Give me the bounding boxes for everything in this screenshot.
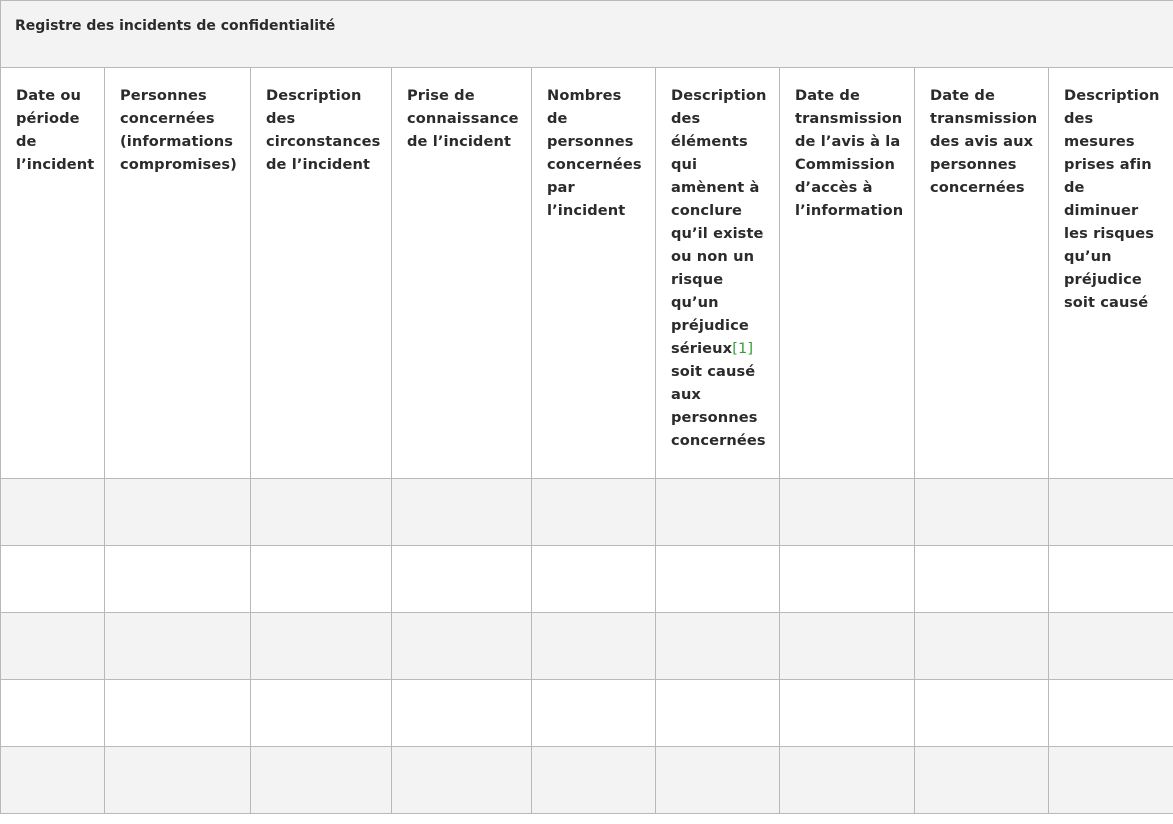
column-header-line bbox=[1064, 291, 1165, 314]
column-header bbox=[656, 68, 780, 479]
table-cell[interactable] bbox=[1, 479, 105, 546]
column-header-text: Description bbox=[266, 87, 362, 104]
column-header-text: concernées bbox=[671, 432, 766, 449]
column-header-line bbox=[1064, 199, 1165, 222]
column-header-line bbox=[407, 130, 523, 153]
column-header-text: éléments bbox=[671, 133, 748, 150]
register-body bbox=[1, 479, 1173, 814]
column-header-text: transmission bbox=[795, 110, 903, 127]
column-header-line bbox=[671, 176, 771, 199]
column-header-text: diminuer bbox=[1064, 202, 1139, 219]
column-header-text: Description bbox=[671, 87, 767, 104]
table-cell[interactable] bbox=[1049, 479, 1173, 546]
column-header-text: l’incident bbox=[547, 202, 626, 219]
table-cell[interactable] bbox=[1, 680, 105, 747]
column-header-text: de l’avis à la bbox=[795, 133, 901, 150]
column-header-line bbox=[547, 153, 647, 176]
table-cell[interactable] bbox=[656, 747, 780, 814]
table-row bbox=[1, 613, 1173, 680]
column-header-line bbox=[1064, 222, 1165, 245]
column-header-line bbox=[795, 199, 906, 222]
column-header-text: concernées bbox=[930, 179, 1025, 196]
table-cell[interactable] bbox=[1049, 747, 1173, 814]
column-header-line bbox=[120, 130, 242, 153]
column-header bbox=[392, 68, 532, 479]
column-header-text: qu’il existe bbox=[671, 225, 764, 242]
column-header bbox=[1049, 68, 1173, 479]
table-cell[interactable] bbox=[105, 479, 251, 546]
table-cell[interactable] bbox=[392, 613, 532, 680]
table-cell[interactable] bbox=[251, 479, 392, 546]
table-cell[interactable] bbox=[105, 613, 251, 680]
column-header-text: Date ou bbox=[16, 87, 82, 104]
column-header-text: de l’incident bbox=[266, 156, 371, 173]
table-cell[interactable] bbox=[656, 479, 780, 546]
table-cell[interactable] bbox=[105, 747, 251, 814]
table-cell[interactable] bbox=[532, 747, 656, 814]
column-header-text: amènent à bbox=[671, 179, 760, 196]
column-header-text: soit causé bbox=[671, 363, 756, 380]
column-header-line bbox=[1064, 107, 1165, 130]
column-header-line bbox=[547, 176, 647, 199]
table-row bbox=[1, 747, 1173, 814]
column-header-line bbox=[795, 176, 906, 199]
table-cell[interactable] bbox=[656, 613, 780, 680]
column-header-text: prises afin bbox=[1064, 156, 1152, 173]
column-header-line bbox=[671, 429, 771, 452]
column-header-line bbox=[266, 84, 383, 107]
table-cell[interactable] bbox=[251, 546, 392, 613]
column-header-text: risque bbox=[671, 271, 724, 288]
column-header-text: de l’incident bbox=[407, 133, 512, 150]
column-header-text: des bbox=[1064, 110, 1094, 127]
footnote-link[interactable]: [1] bbox=[732, 340, 754, 357]
column-header-line bbox=[547, 107, 647, 130]
column-header bbox=[251, 68, 392, 479]
column-header-line bbox=[930, 107, 1040, 130]
table-cell[interactable] bbox=[105, 680, 251, 747]
table-row bbox=[1, 680, 1173, 747]
column-header-row bbox=[1, 68, 1173, 479]
column-header-line bbox=[795, 107, 906, 130]
table-cell[interactable] bbox=[1049, 680, 1173, 747]
column-header-text: Nombres bbox=[547, 87, 622, 104]
column-header-text: de bbox=[1064, 179, 1085, 196]
column-header-text: qu’un bbox=[671, 294, 719, 311]
table-cell[interactable] bbox=[780, 546, 915, 613]
column-header-line bbox=[671, 406, 771, 429]
column-header-line bbox=[120, 107, 242, 130]
column-header-line bbox=[1064, 245, 1165, 268]
column-header-line bbox=[120, 153, 242, 176]
column-header-text: personnes bbox=[547, 133, 634, 150]
table-cell[interactable] bbox=[915, 747, 1049, 814]
column-header-text: les risques bbox=[1064, 225, 1155, 242]
table-cell[interactable] bbox=[392, 479, 532, 546]
column-header-line bbox=[407, 107, 523, 130]
column-header-line bbox=[266, 130, 383, 153]
column-header-line bbox=[671, 199, 771, 222]
column-header-text: qu’un bbox=[1064, 248, 1112, 265]
table-cell[interactable] bbox=[532, 479, 656, 546]
column-header-line bbox=[671, 245, 771, 268]
column-header-line bbox=[1064, 84, 1165, 107]
table-cell[interactable] bbox=[392, 747, 532, 814]
column-header-line bbox=[671, 360, 771, 383]
column-header-line bbox=[930, 130, 1040, 153]
column-header-line bbox=[1064, 153, 1165, 176]
column-header-line bbox=[1064, 130, 1165, 153]
column-header-line bbox=[671, 107, 771, 130]
column-header-text: circonstances bbox=[266, 133, 381, 150]
column-header-text: sérieux bbox=[671, 340, 733, 357]
column-header bbox=[105, 68, 251, 479]
column-header-text: connaissance bbox=[407, 110, 519, 127]
column-header-line bbox=[266, 107, 383, 130]
column-header-line bbox=[547, 199, 647, 222]
column-header-text: (informations bbox=[120, 133, 234, 150]
table-cell[interactable] bbox=[392, 546, 532, 613]
column-header-text: Commission bbox=[795, 156, 895, 173]
column-header-text: période bbox=[16, 110, 80, 127]
column-header-line bbox=[266, 153, 383, 176]
column-header-text: Date de bbox=[930, 87, 995, 104]
table-cell[interactable] bbox=[656, 546, 780, 613]
table-cell[interactable] bbox=[105, 546, 251, 613]
column-header-text: l’information bbox=[795, 202, 904, 219]
column-header-text: Date de bbox=[795, 87, 860, 104]
column-header-text: personnes bbox=[671, 409, 758, 426]
table-cell[interactable] bbox=[1, 613, 105, 680]
column-header-line bbox=[16, 153, 96, 176]
column-header-text: personnes bbox=[930, 156, 1017, 173]
column-header-text: soit causé bbox=[1064, 294, 1149, 311]
column-header-text: préjudice bbox=[1064, 271, 1142, 288]
column-header-text: des bbox=[671, 110, 701, 127]
column-header-line bbox=[795, 84, 906, 107]
column-header-line bbox=[16, 130, 96, 153]
column-header-line bbox=[671, 268, 771, 291]
column-header-text: aux bbox=[671, 386, 701, 403]
table-cell[interactable] bbox=[251, 613, 392, 680]
column-header-line bbox=[1064, 176, 1165, 199]
table-cell[interactable] bbox=[251, 680, 392, 747]
table-cell[interactable] bbox=[915, 680, 1049, 747]
column-header-line bbox=[407, 84, 523, 107]
column-header-text: Personnes bbox=[120, 87, 207, 104]
table-cell[interactable] bbox=[656, 680, 780, 747]
table-cell[interactable] bbox=[1049, 546, 1173, 613]
column-header-line bbox=[16, 107, 96, 130]
column-header-line bbox=[547, 130, 647, 153]
column-header-text: concernées bbox=[547, 156, 642, 173]
column-header bbox=[780, 68, 915, 479]
table-cell[interactable] bbox=[532, 680, 656, 747]
table-cell[interactable] bbox=[1, 747, 105, 814]
table-cell[interactable] bbox=[532, 546, 656, 613]
column-header-line bbox=[1064, 268, 1165, 291]
column-header-line bbox=[671, 337, 771, 360]
table-cell[interactable] bbox=[780, 747, 915, 814]
column-header-line bbox=[930, 176, 1040, 199]
column-header-line bbox=[671, 153, 771, 176]
table-cell[interactable] bbox=[1049, 613, 1173, 680]
column-header-text: l’incident bbox=[16, 156, 95, 173]
table-cell[interactable] bbox=[780, 680, 915, 747]
column-header-text: Description bbox=[1064, 87, 1160, 104]
column-header-line bbox=[795, 153, 906, 176]
column-header-line bbox=[671, 222, 771, 245]
column-header-text: par bbox=[547, 179, 575, 196]
column-header-line bbox=[16, 84, 96, 107]
column-header-text: préjudice bbox=[671, 317, 749, 334]
column-header-line bbox=[930, 153, 1040, 176]
column-header-text: compromises) bbox=[120, 156, 237, 173]
column-header-line bbox=[671, 383, 771, 406]
column-header bbox=[915, 68, 1049, 479]
table-cell[interactable] bbox=[392, 680, 532, 747]
table-cell[interactable] bbox=[915, 546, 1049, 613]
column-header-text: de bbox=[16, 133, 37, 150]
table-row bbox=[1, 546, 1173, 613]
column-header-line bbox=[671, 291, 771, 314]
table-cell[interactable] bbox=[915, 479, 1049, 546]
column-header-text: des avis aux bbox=[930, 133, 1034, 150]
column-header bbox=[532, 68, 656, 479]
column-header-line bbox=[930, 84, 1040, 107]
register-title: Registre des incidents de confidentialité bbox=[1, 1, 1173, 68]
column-header-text: qui bbox=[671, 156, 698, 173]
column-header bbox=[1, 68, 105, 479]
column-header-text: mesures bbox=[1064, 133, 1135, 150]
column-header-line bbox=[795, 130, 906, 153]
table-cell[interactable] bbox=[780, 613, 915, 680]
table-cell[interactable] bbox=[915, 613, 1049, 680]
column-header-text: concernées bbox=[120, 110, 215, 127]
column-header-line bbox=[547, 84, 647, 107]
column-header-text: transmission bbox=[930, 110, 1038, 127]
column-header-text: d’accès à bbox=[795, 179, 873, 196]
table-cell[interactable] bbox=[1, 546, 105, 613]
table-cell[interactable] bbox=[780, 479, 915, 546]
column-header-text: ou non un bbox=[671, 248, 755, 265]
column-header-line bbox=[671, 314, 771, 337]
column-header-text: Prise de bbox=[407, 87, 475, 104]
column-header-text: conclure bbox=[671, 202, 743, 219]
column-header-text: de bbox=[547, 110, 568, 127]
table-cell[interactable] bbox=[532, 613, 656, 680]
column-header-text: des bbox=[266, 110, 296, 127]
table-cell[interactable] bbox=[251, 747, 392, 814]
column-header-line bbox=[120, 84, 242, 107]
column-header-line bbox=[671, 84, 771, 107]
column-header-line bbox=[671, 130, 771, 153]
table-row bbox=[1, 479, 1173, 546]
